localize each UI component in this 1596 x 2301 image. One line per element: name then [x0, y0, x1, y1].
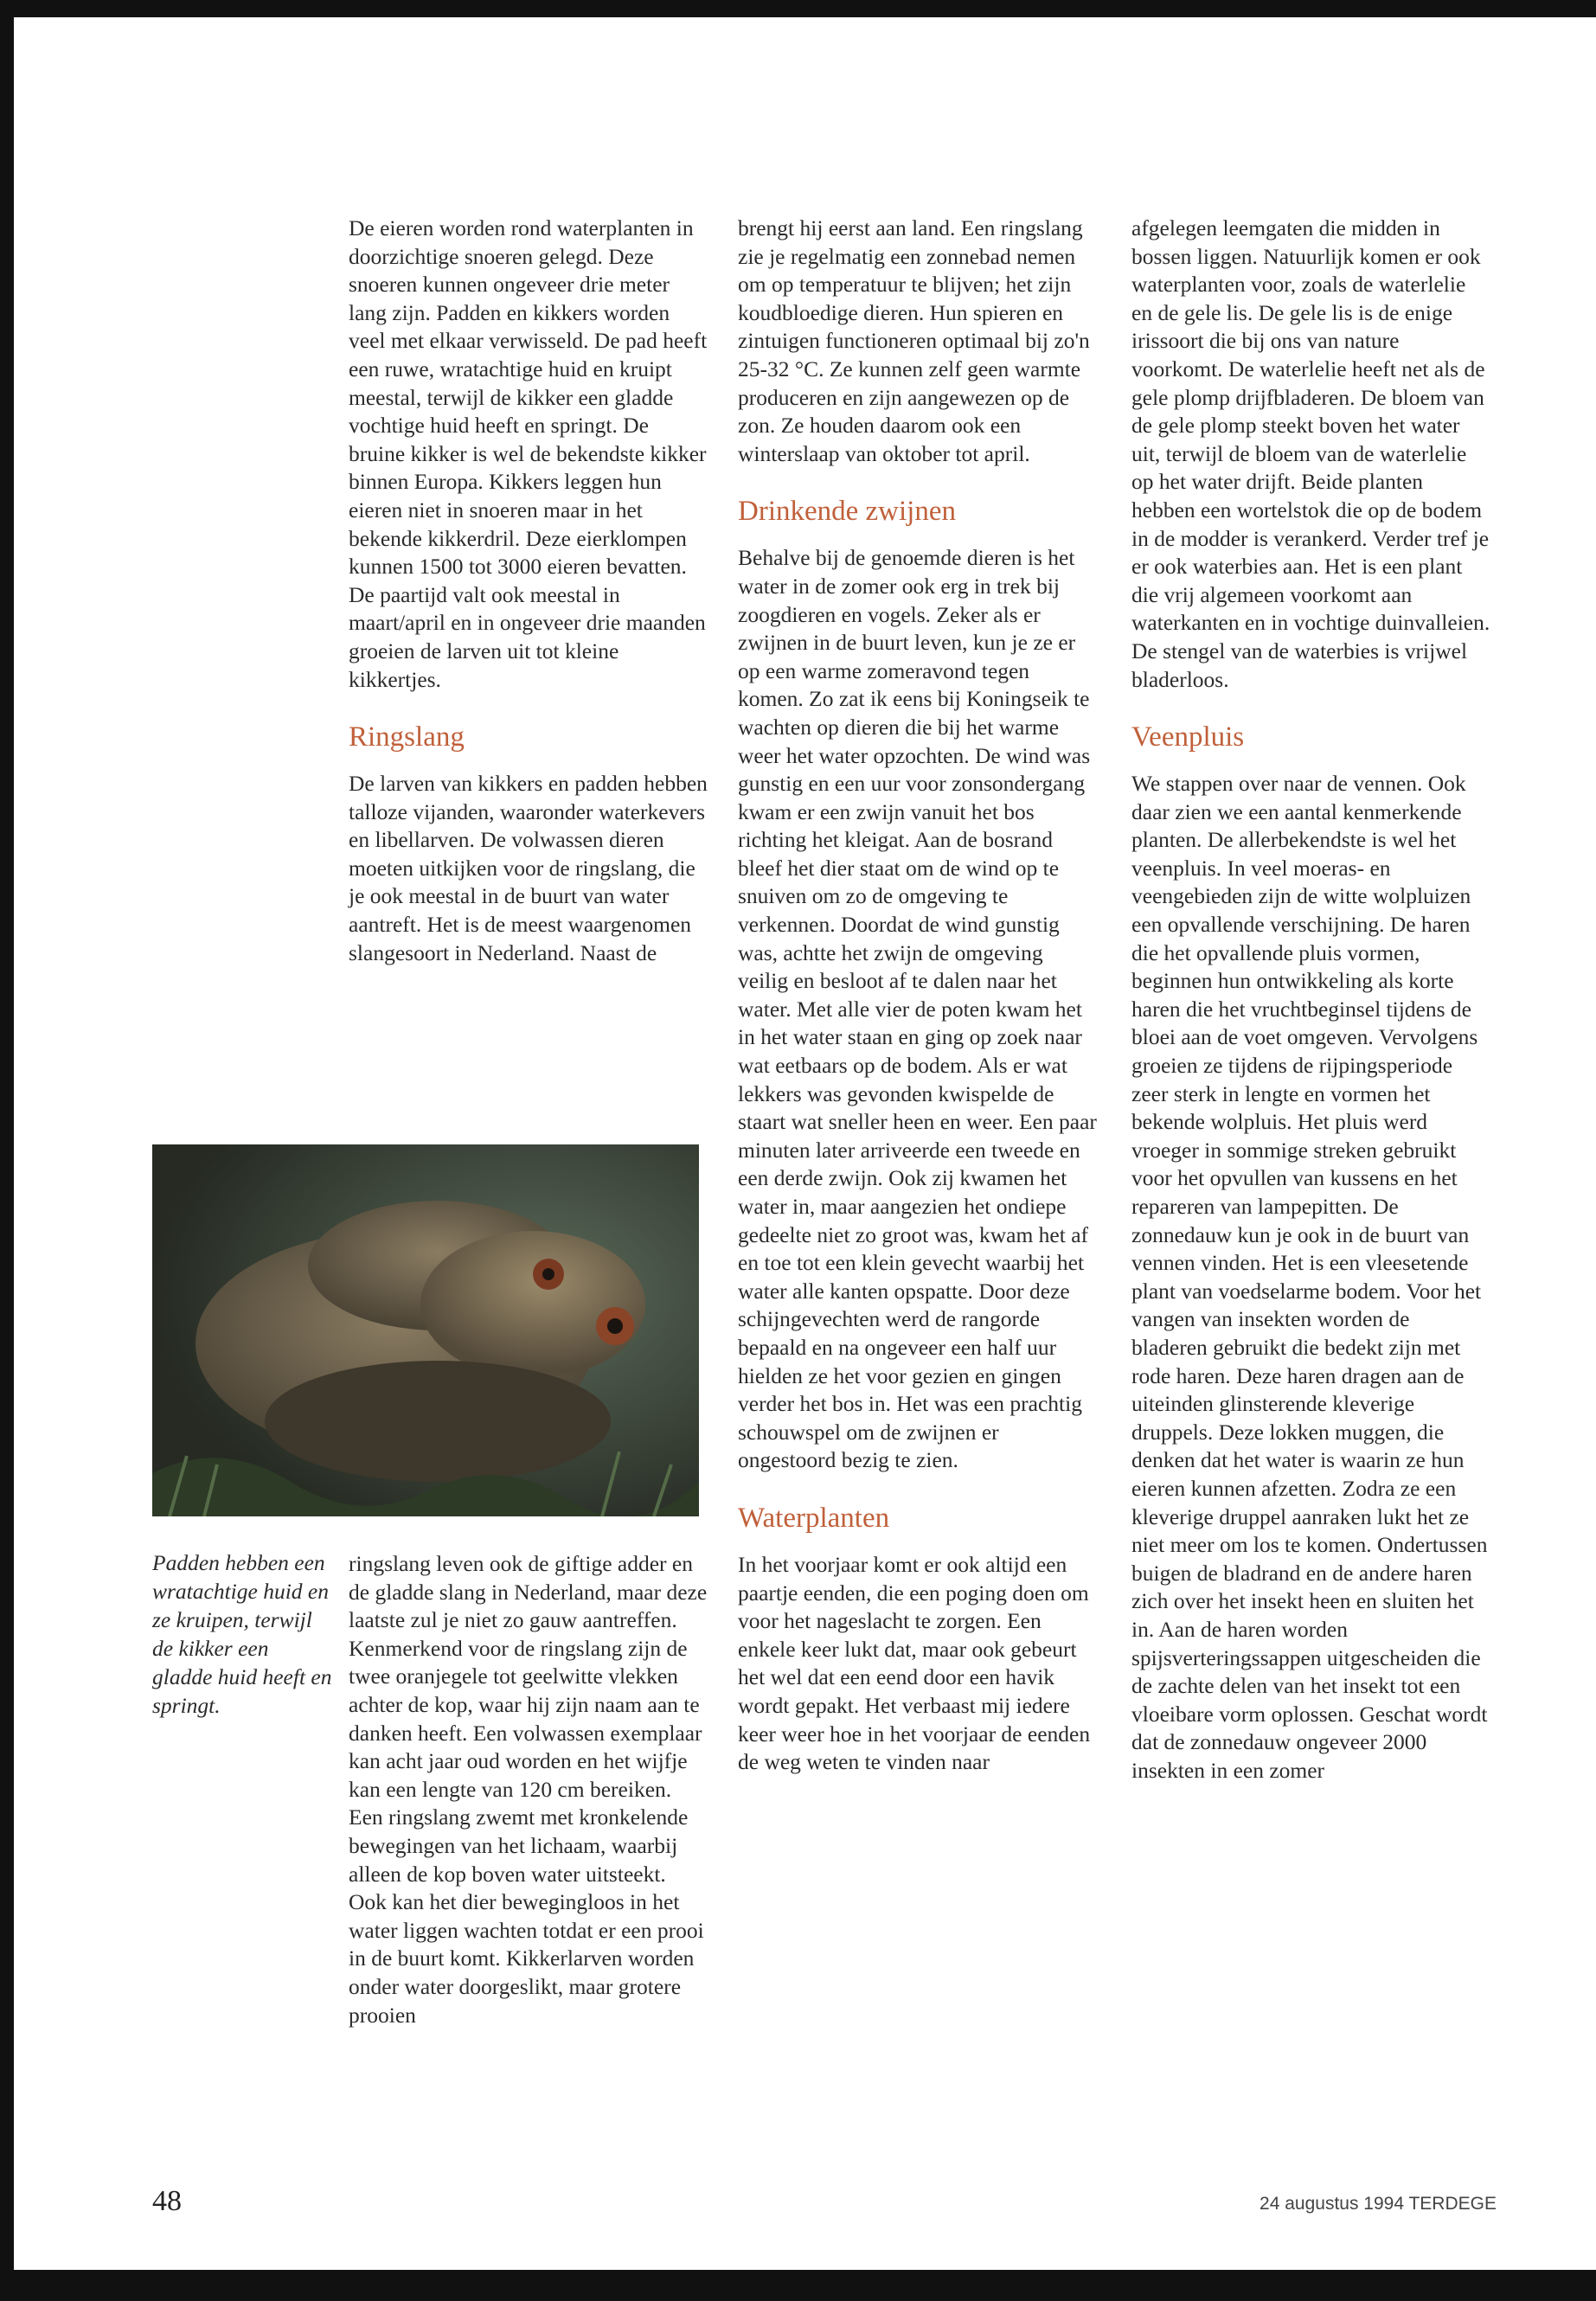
scan-border-top [0, 0, 1596, 17]
toad-photo [152, 1144, 699, 1516]
heading-ringslang: Ringslang [349, 721, 465, 753]
paragraph-ringslang: De larven van kikkers en padden hebben talloze vijanden, waaronder waterkevers en libellarven. De volwassen dieren moeten uitkijken voor de ringslang, die je ook meestal in de buurt van water aantreft. Het is de meest waargenomen slangesoort in Nederland. Naast de [349, 771, 708, 965]
scan-border-left [0, 0, 14, 2301]
toad-illustration [152, 1144, 699, 1516]
scan-border-bottom [0, 2270, 1596, 2301]
heading-drinkende-zwijnen: Drinkende zwijnen [738, 496, 956, 528]
heading-waterplanten: Waterplanten [738, 1502, 890, 1534]
page-number: 48 [152, 2185, 182, 2217]
column-3 [1131, 215, 1490, 1785]
paragraph-eggs: De eieren worden rond waterplanten in doorzichtige snoeren gelegd. Deze snoeren kunnen ongeveer drie meter lang zijn. Padden en kikkers worden veel met elkaar verwisseld. De pad heeft een ruwe, wratachtige huid en kruipt meestal, terwijl de kikker een gladde vochtige huid heeft en springt. De bruine kikker is wel de bekendste kikker binnen Europa. Kikkers leggen hun eieren niet in snoeren maar in het bekende kikkerdril. Deze eierklompen kunnen 1500 tot 3000 eieren bevatten. De paartijd valt ook meestal in maart/april en in ongeveer drie maanden groeien de larven uit tot kleine kikkertjes. [349, 215, 708, 692]
paragraph-waterplanten: In het voorjaar komt er ook altijd een paartje eenden, die een poging doen om voor het nageslacht te zorgen. Een enkele keer lukt dat, maar ook gebeurt het wel dat een eend door een havik wordt gepakt. Het verbaast mij iedere keer weer hoe in het voorjaar de eenden de weg weten te vinden naar [738, 1551, 1091, 1775]
issue-date: 24 augustus 1994 TERDEGE [1259, 2194, 1497, 2214]
column-2 [738, 215, 1097, 1777]
paragraph-veenpluis: We stappen over naar de vennen. Ook daar zien we een aantal kenmerkende planten. De allerbekendste is wel het veenpluis. In veel moeras- en veengebieden zijn de witte wolpluizen een opvallende verschijning. De haren die het opvallende pluis vormen, beginnen hun ontwikkeling als korte haren die het vruchtbeginsel tijdens de bloei aan de voet omgeven. Vervolgens groeien ze tijdens de rijpingsperiode zeer sterk in lengte en vormen het bekende wolpluis. Het pluis werd vroeger in sommige streken gebruikt voor het opvullen van kussens en het repareren van lampepitten. De zonnedauw kun je ook in de buurt van vennen vinden. Het is een vleesetende plant van voedselarme bodem. Voor het vangen van insekten worden de bladeren gebruikt die bedekt zijn met rode haren. Deze haren dragen aan de uiteinden glinsterende kleverige druppels. Deze lokken muggen, die denken dat het water is waarin ze hun eieren kunnen afzetten. Zodra ze een kleverige druppel aanraken lukt het ze niet meer om los te komen. Ondertussen buigen de bladrand en de andere haren zich over het insekt heen en sluiten het in. Aan de haren worden spijsverteringssappen uitgescheiden die de zachte delen van het insekt tot een vloeibare vorm oplossen. Geschat wordt dat de zonnedauw ongeveer 2000 insekten in een zomer [1131, 771, 1488, 1783]
column-1-continued [349, 1550, 708, 2029]
heading-veenpluis: Veenpluis [1131, 721, 1245, 753]
paragraph-ringslang-continued: ringslang leven ook de giftige adder en de gladde slang in Nederland, maar deze laatste zul je niet zo gauw aantreffen. Kenmerkend voor de ringslang zijn de twee oranjegele tot geelwitte vlekken achter de kop, waar hij zijn naam aan te danken heeft. Een volwassen exemplaar kan acht jaar oud worden en het wijfje kan een lengte van 120 cm bereiken. Een ringslang zwemt met kronkelende bewegingen van het lichaam, waarbij alleen de kop boven water uitsteekt. Ook kan het dier bewegingloos in het water liggen wachten totdat er een prooi in de buurt komt. Kikkerlarven worden onder water doorgeslikt, maar grotere prooien [349, 1551, 708, 2028]
photo-caption: Padden hebben een wratachtige huid en ze kruipen, terwijl de kikker een gladde huid heeft en springt. [152, 1550, 332, 1718]
paragraph-ringslang-end: brengt hij eerst aan land. Een ringslang zie je regelmatig een zonnebad nemen om op temperatuur te blijven; het zijn koudbloedige dieren. Hun spieren en zintuigen functioneren optimaal bij zo'n 25-32 °C. Ze kunnen zelf geen warmte produceren en zijn aangewezen op de zon. Ze houden daarom ook een winterslaap van oktober tot april. [738, 215, 1090, 466]
column-1 [349, 215, 708, 967]
paragraph-leemgaten: afgelegen leemgaten die midden in bossen liggen. Natuurlijk komen er ook waterplanten voor, zoals de waterlelie en de gele lis. De gele lis is de enige irissoort die bij ons van nature voorkomt. De waterlelie heeft net als de gele plomp drijfbladeren. De bloem van de gele plomp steekt boven het water uit, terwijl de bloem van de waterlelie op het water drijft. Beide planten hebben een wortelstok die op de bodem in de modder is verankerd. Verder tref je er ook waterbies aan. Het is een plant die vrij algemeen voorkomt aan waterkanten en in vochtige duinvalleien. De stengel van de waterbies is vrijwel bladerloos. [1131, 215, 1490, 692]
paragraph-zwijnen: Behalve bij de genoemde dieren is het water in de zomer ook erg in trek bij zoogdieren en vogels. Zeker als er zwijnen in de buurt leven, kun je ze er op een warme zomeravond tegen komen. Zo zat ik eens bij Koningseik te wachten op dieren die bij het warme weer het water opzochten. De wind was gunstig en een uur voor zonsondergang kwam er een zwijn vanuit het bos richting het kleigat. Aan de bosrand bleef het dier staat om de wind op te snuiven om zo de omgeving te verkennen. Doordat de wind gunstig was, achtte het zwijn de omgeving veilig en besloot af te dalen naar het water. Met alle vier de poten kwam het in het water staan en ging op zoek naar wat eetbaars op de bodem. Als er wat lekkers was gevonden kwispelde de staart wat sneller heen en weer. Een paar minuten later arriveerde een tweede en een derde zwijn. Ook zij kwamen het water in, maar aangezien het ondiepe gedeelte niet zo groot was, kwam het af en toe tot een klein gevecht waarbij het water alle kanten opspatte. Door deze schijngevechten werd de rangorde bepaald en na ongeveer een half uur hielden ze het voor gezien en gingen verder het bos in. Het was een prachtig schouwspel om de zwijnen er ongestoord bezig te zien. [738, 545, 1097, 1473]
